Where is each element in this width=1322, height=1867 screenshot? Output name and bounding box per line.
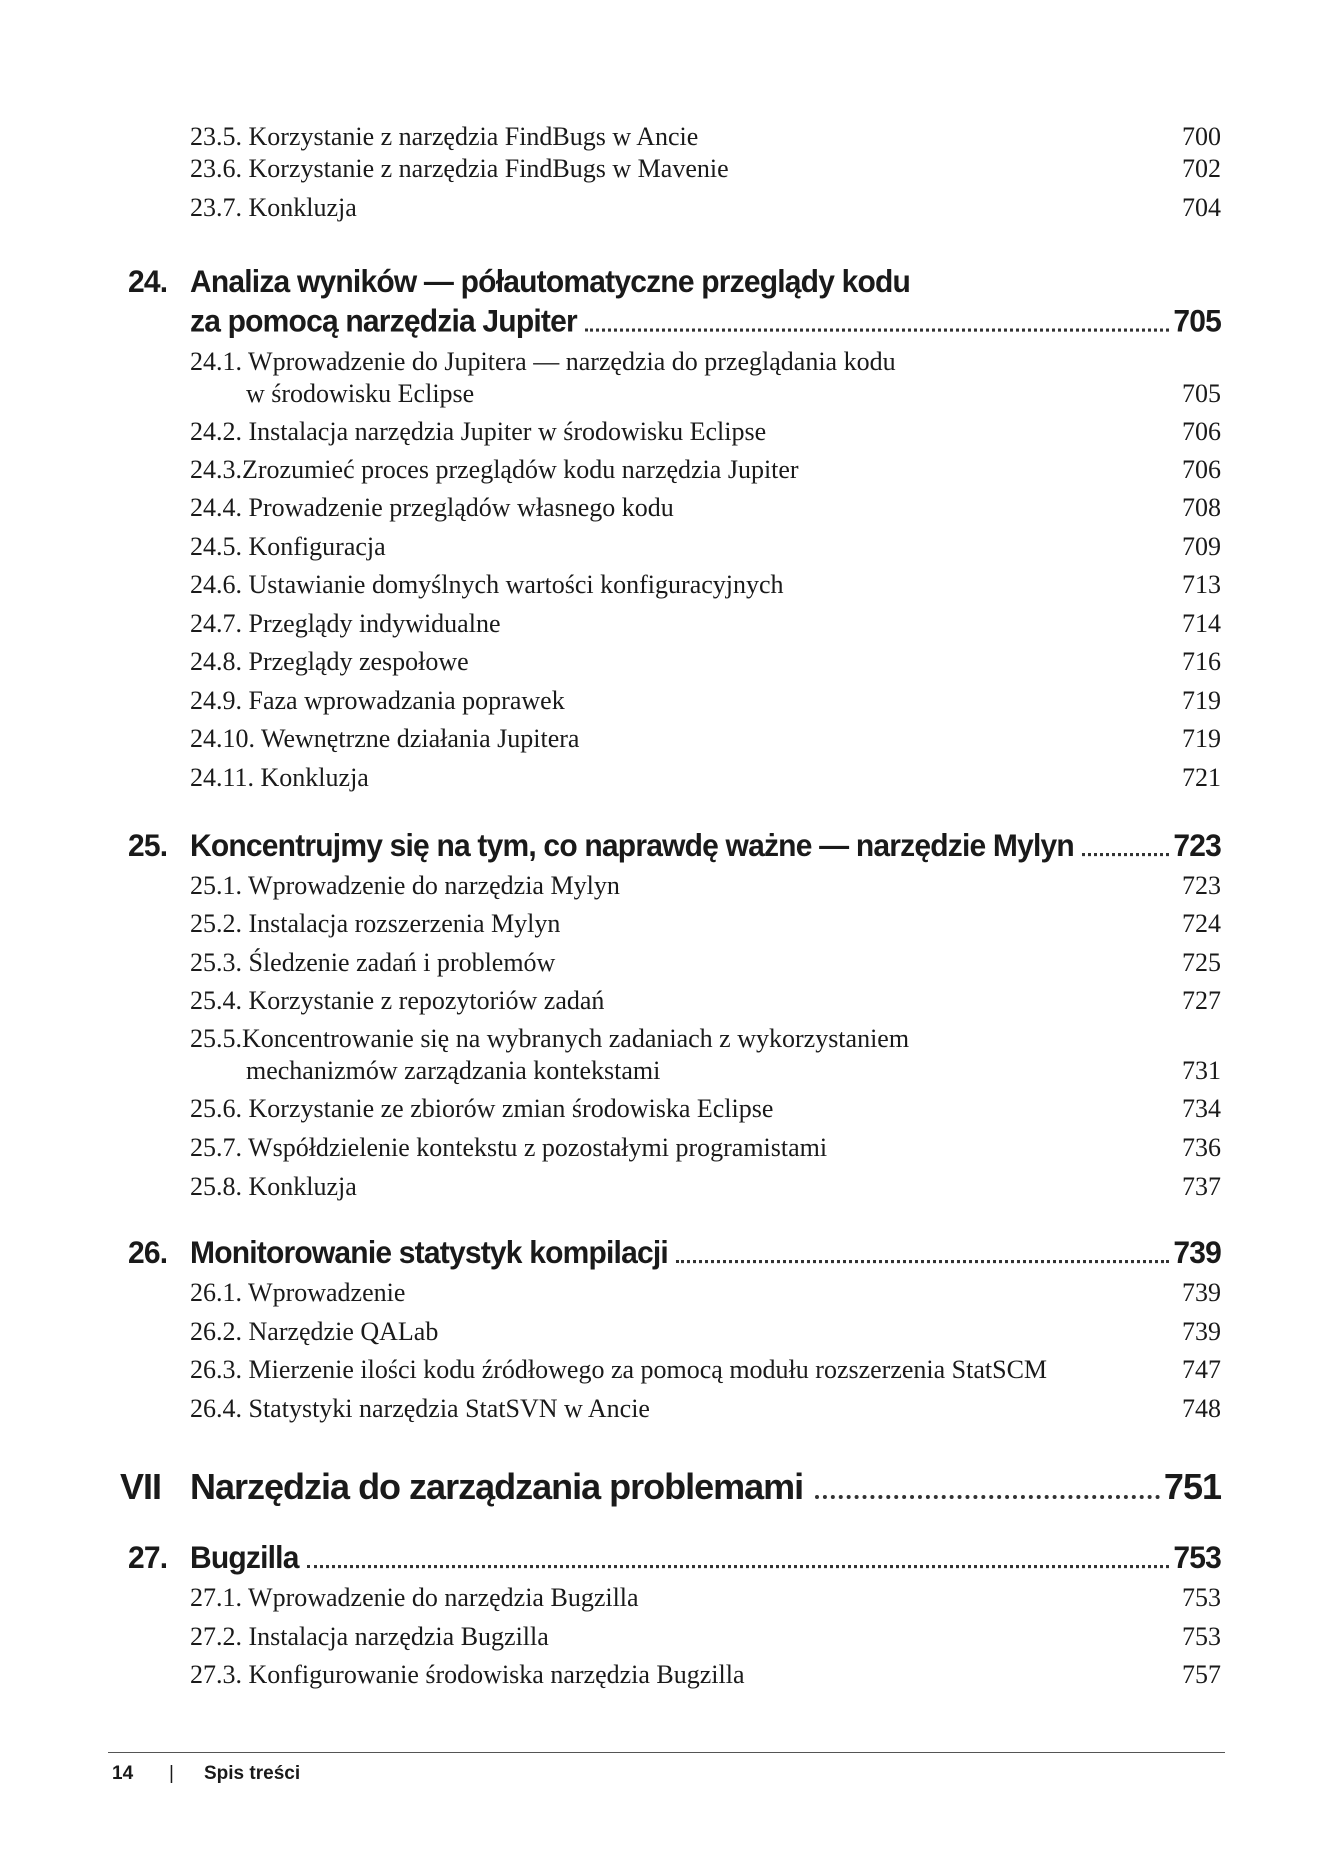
- chapter-title-line1: Analiza wyników — półautomatyczne przeglądy kodu: [190, 265, 911, 300]
- entry-title: 25.5.Koncentrowanie się na wybranych zadaniach z wykorzystaniem: [190, 1024, 910, 1053]
- entry-title: 27.2. Instalacja narzędzia Bugzilla: [190, 1622, 549, 1651]
- entry-page-number: 724: [1182, 909, 1221, 938]
- chapter-number: 26.: [128, 1236, 168, 1271]
- chapter-page-number: 705: [1173, 304, 1221, 339]
- chapter-number: 27.: [128, 1541, 168, 1576]
- entry-title: 25.1. Wprowadzenie do narzędzia Mylyn: [190, 871, 620, 900]
- entry-page-number: 705: [1182, 379, 1221, 408]
- entry-title: 24.3.Zrozumieć proces przeglądów kodu narzędzia Jupiter: [190, 455, 799, 484]
- entry-title: 24.10. Wewnętrzne działania Jupitera: [190, 724, 580, 753]
- chapter-title-line2: za pomocą narzędzia Jupiter: [190, 304, 577, 339]
- entry-page-number: 739: [1182, 1317, 1221, 1346]
- entry-page-number: 706: [1182, 417, 1221, 446]
- chapter-page-number: 723: [1173, 829, 1221, 864]
- entry-title: 23.7. Konkluzja: [190, 193, 357, 222]
- chapter-title: Monitorowanie statystyk kompilacji: [190, 1236, 668, 1271]
- entry-title: 26.2. Narzędzie QALab: [190, 1317, 439, 1346]
- entry-page-number: 700: [1182, 122, 1221, 151]
- dot-leader: [676, 1259, 1169, 1263]
- entry-page-number: 747: [1182, 1355, 1221, 1384]
- entry-title: 24.6. Ustawianie domyślnych wartości konfiguracyjnych: [190, 570, 784, 599]
- entry-title-continued: mechanizmów zarządzania kontekstami: [246, 1056, 661, 1085]
- dot-leader: [1082, 852, 1169, 856]
- entry-title: 25.7. Współdzielenie kontekstu z pozostałymi programistami: [190, 1133, 828, 1162]
- entry-title: 24.11. Konkluzja: [190, 763, 369, 792]
- chapter-title: Koncentrujmy się na tym, co naprawdę ważne — narzędzie Mylyn: [190, 829, 1074, 864]
- entry-title-continued: w środowisku Eclipse: [246, 379, 475, 408]
- chapter-title: Bugzilla: [190, 1541, 299, 1576]
- entry-page-number: 719: [1182, 724, 1221, 753]
- entry-title: 27.3. Konfigurowanie środowiska narzędzia Bugzilla: [190, 1660, 745, 1689]
- entry-page-number: 721: [1182, 763, 1221, 792]
- entry-page-number: 753: [1182, 1583, 1221, 1612]
- chapter-page-number: 753: [1173, 1541, 1221, 1576]
- footer-separator: |: [169, 1763, 174, 1784]
- dot-leader: [585, 327, 1170, 331]
- dot-leader: [815, 1494, 1160, 1499]
- entry-title: 26.4. Statystyki narzędzia StatSVN w Ancie: [190, 1394, 650, 1423]
- entry-page-number: 716: [1182, 647, 1221, 676]
- entry-title: 26.1. Wprowadzenie: [190, 1278, 406, 1307]
- entry-page-number: 748: [1182, 1394, 1221, 1423]
- part-number: VII: [120, 1466, 162, 1507]
- entry-page-number: 734: [1182, 1094, 1221, 1123]
- dot-leader: [307, 1564, 1170, 1568]
- entry-page-number: 708: [1182, 493, 1221, 522]
- entry-page-number: 706: [1182, 455, 1221, 484]
- entry-page-number: 709: [1182, 532, 1221, 561]
- entry-title: 25.6. Korzystanie ze zbiorów zmian środowiska Eclipse: [190, 1094, 774, 1123]
- entry-title: 27.1. Wprowadzenie do narzędzia Bugzilla: [190, 1583, 639, 1612]
- entry-page-number: 704: [1182, 193, 1221, 222]
- entry-title: 25.8. Konkluzja: [190, 1172, 357, 1201]
- entry-page-number: 757: [1182, 1660, 1221, 1689]
- entry-page-number: 719: [1182, 686, 1221, 715]
- chapter-leader-line: [190, 1539, 1221, 1579]
- entry-title: 25.4. Korzystanie z repozytoriów zadań: [190, 986, 605, 1015]
- entry-title: 26.3. Mierzenie ilości kodu źródłowego za pomocą modułu rozszerzenia StatSCM: [190, 1355, 1048, 1384]
- chapter-leader-line: [190, 827, 1221, 867]
- entry-title: 24.1. Wprowadzenie do Jupitera — narzędzia do przeglądania kodu: [190, 347, 896, 376]
- footer-section-title: Spis treści: [204, 1763, 301, 1784]
- entry-page-number: 727: [1182, 986, 1221, 1015]
- entry-page-number: 723: [1182, 871, 1221, 900]
- part-leader-line: [190, 1465, 1221, 1509]
- entry-title: 25.2. Instalacja rozszerzenia Mylyn: [190, 909, 561, 938]
- entry-page-number: 713: [1182, 570, 1221, 599]
- part-title: Narzędzia do zarządzania problemami: [190, 1466, 804, 1507]
- entry-page-number: 725: [1182, 948, 1221, 977]
- chapter-number: 25.: [128, 829, 168, 864]
- footer-rule: [108, 1752, 1225, 1753]
- part-page-number: 751: [1163, 1466, 1221, 1507]
- entry-title: 25.3. Śledzenie zadań i problemów: [190, 948, 556, 977]
- entry-title: 24.5. Konfiguracja: [190, 532, 386, 561]
- entry-title: 24.4. Prowadzenie przeglądów własnego kodu: [190, 493, 674, 522]
- entry-page-number: 739: [1182, 1278, 1221, 1307]
- entry-title: 24.2. Instalacja narzędzia Jupiter w środowisku Eclipse: [190, 417, 767, 446]
- entry-page-number: 731: [1182, 1056, 1221, 1085]
- chapter-leader-line: [190, 303, 1221, 343]
- entry-page-number: 737: [1182, 1172, 1221, 1201]
- footer-page-number: 14: [112, 1763, 134, 1784]
- entry-title: 23.6. Korzystanie z narzędzia FindBugs w Mavenie: [190, 154, 729, 183]
- entry-page-number: 714: [1182, 609, 1221, 638]
- entry-page-number: 753: [1182, 1622, 1221, 1651]
- entry-page-number: 736: [1182, 1133, 1221, 1162]
- chapter-number: 24.: [128, 265, 168, 300]
- entry-title: 24.9. Faza wprowadzania poprawek: [190, 686, 565, 715]
- entry-page-number: 702: [1182, 154, 1221, 183]
- chapter-leader-line: [190, 1234, 1221, 1274]
- chapter-page-number: 739: [1173, 1236, 1221, 1271]
- entry-title: 24.7. Przeglądy indywidualne: [190, 609, 501, 638]
- entry-title: 24.8. Przeglądy zespołowe: [190, 647, 469, 676]
- entry-title: 23.5. Korzystanie z narzędzia FindBugs w Ancie: [190, 122, 699, 151]
